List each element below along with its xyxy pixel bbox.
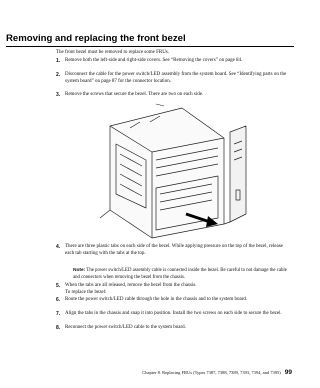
step-number: 6. <box>56 297 61 303</box>
note-label: Note: <box>73 268 86 273</box>
step-6 <box>56 297 292 304</box>
step-8 <box>56 325 292 332</box>
page-title: Removing and replacing the front bezel <box>6 33 186 44</box>
step-number: 1. <box>56 58 61 64</box>
step-number: 5. <box>56 283 61 289</box>
note-text: The power switch/LED assembly cable is connected inside the bezel. Be careful to not damage the cable and connectors when removing the bezel from the chassis. <box>73 268 287 280</box>
step-7 <box>56 311 292 318</box>
step-text: Route the power switch/LED cable through the hole in the chassis and to the system board. <box>65 297 248 302</box>
step-text: Disconnect the cable for the power switch/LED assembly from the system board. See “Identifying parts on the system board” on page 87 for the connector location. <box>65 72 287 84</box>
step-4 <box>56 244 292 258</box>
step-number: 3. <box>56 92 61 98</box>
footer-chapter: Chapter 8. Replacing FRUs (Types 7387, 7388, 7389, 7393, 7394, and 7395) <box>142 370 281 375</box>
bezel-removal-illustration <box>90 98 260 240</box>
title-rule <box>6 46 294 47</box>
step-number: 2. <box>56 72 61 78</box>
page-footer <box>142 370 292 376</box>
step-number: 7. <box>56 311 61 317</box>
step-number: 8. <box>56 325 61 331</box>
step-text: Reconnect the power switch/LED cable to the system board. <box>65 325 186 330</box>
step-text: Align the tabs in the chassis and snap it into position. Install the two screws on each side to secure the bezel. <box>65 311 282 316</box>
replace-intro: To replace the bezel: <box>65 290 107 295</box>
page-number: 99 <box>284 369 292 376</box>
note <box>73 268 293 282</box>
step-5 <box>56 283 292 290</box>
step-text: Remove the screws that secure the bezel. There are two on each side. <box>65 92 204 97</box>
step-text: When the tabs are all released, remove the bezel from the chassis. <box>65 283 197 288</box>
intro-text: The front bezel must be removed to replace some FRUs. <box>56 50 170 55</box>
step-2 <box>56 72 292 86</box>
step-number: 4. <box>56 244 61 250</box>
step-1 <box>56 58 292 65</box>
step-text: Remove both the left-side and right-side covers. See “Removing the covers” on page 84. <box>65 58 243 63</box>
step-text: There are three plastic tabs on each side of the bezel. While applying pressure on the top of the bezel, release each tab starting with the tabs at the top. <box>65 244 283 256</box>
